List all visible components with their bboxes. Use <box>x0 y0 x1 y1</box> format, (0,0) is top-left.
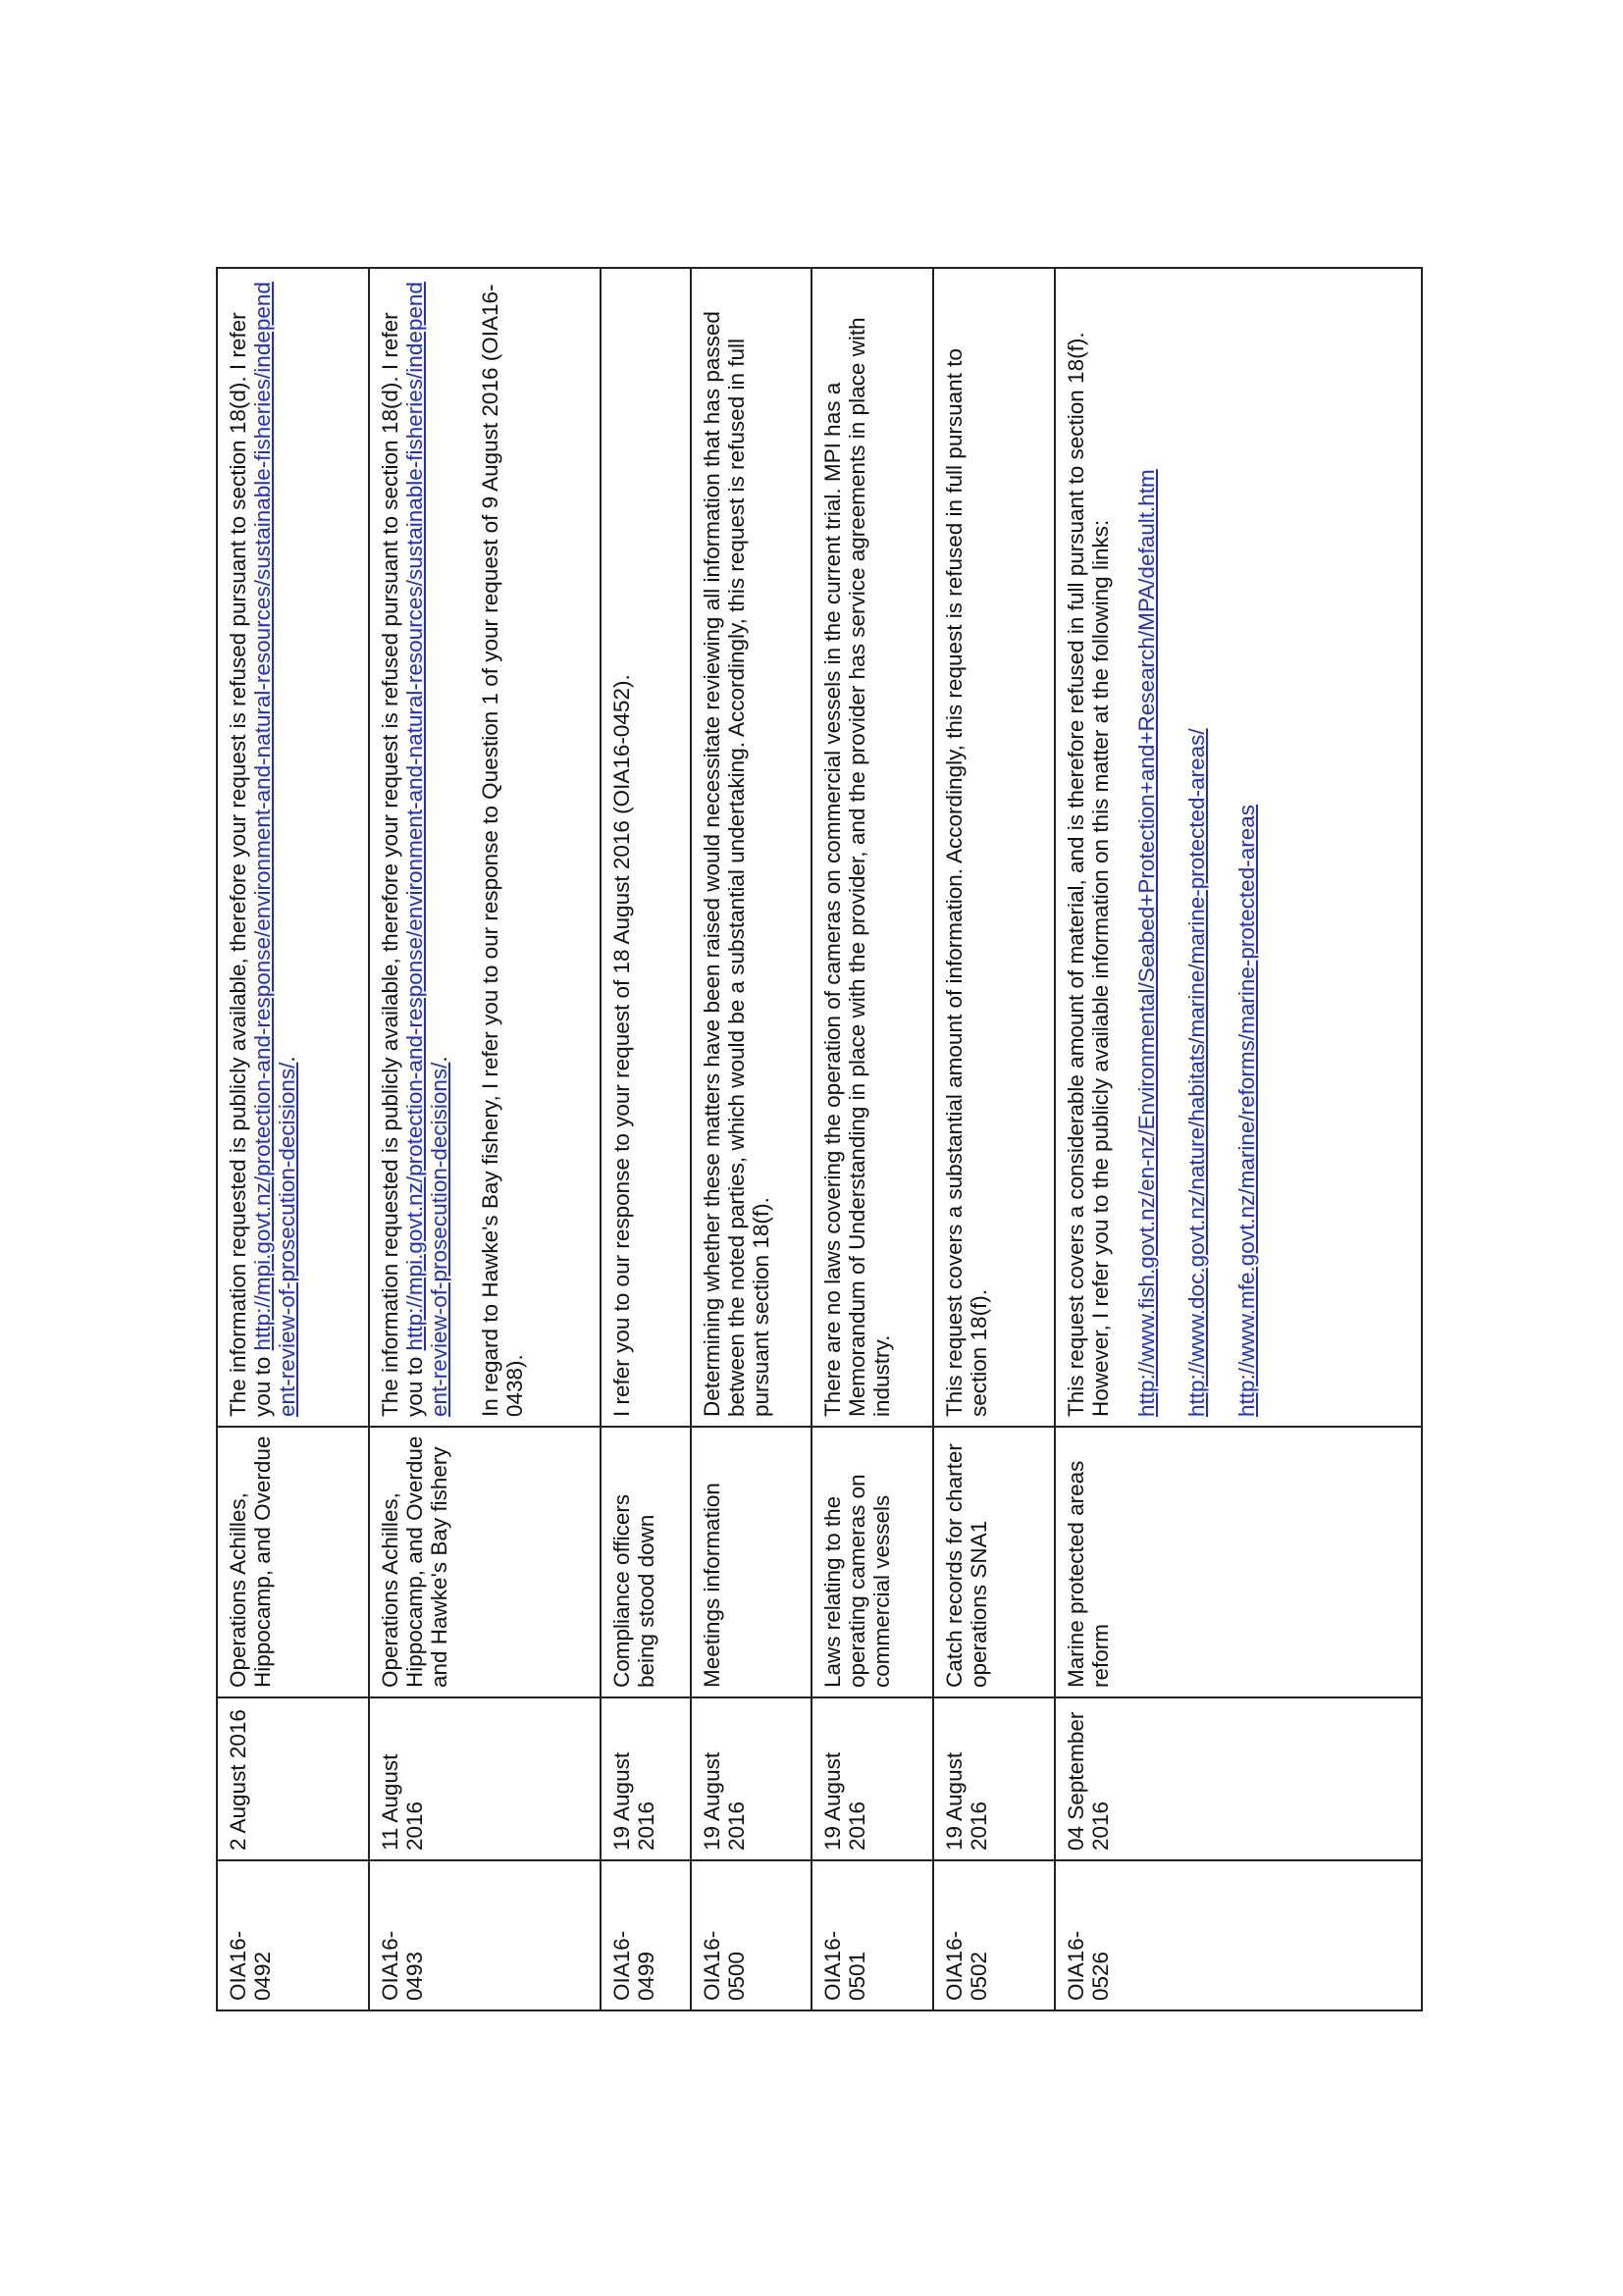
ref-text: OIA16- 0501 <box>820 1930 869 2001</box>
response-paragraph-2: In regard to Hawke's Bay fishery, I refer you to our response to Question 1 of your request of 9 August 2016 (OIA16-0438). <box>478 284 527 1417</box>
ref-text: OIA16- 0492 <box>226 1930 275 2001</box>
date-cell <box>601 1697 691 1860</box>
date-text: 19 August 2016 <box>942 1751 991 1851</box>
subject-cell <box>812 1427 933 1697</box>
subject-cell <box>217 1427 369 1697</box>
response-text: Determining whether these matters have been raised would necessitate reviewing all information that has passed between the noted parties, which would be a substantial undertaking. Accordingly, this request is refused in full pursuant section 18(f). <box>700 311 773 1417</box>
date-cell <box>691 1697 812 1860</box>
response-cell <box>369 268 601 1427</box>
response-text: The information requested is publicly available, therefore your request is refused pursuant to section 18(d). I refer you to <box>226 312 275 1417</box>
table-row <box>601 268 691 2010</box>
date-text: 11 August 2016 <box>378 1753 427 1851</box>
subject-cell <box>933 1427 1055 1697</box>
rotated-content <box>216 269 1421 2011</box>
ref-text: OIA16- 0493 <box>378 1930 427 2001</box>
date-cell <box>1055 1697 1422 1860</box>
subject-text: Operations Achilles, Hippocamp, and Overdue <box>226 1435 275 1688</box>
response-text: The information requested is publicly available, therefore your request is refused pursuant to section 18(d). I refer you to <box>378 312 427 1417</box>
ref-text: OIA16- 0500 <box>700 1930 749 2001</box>
ref-cell <box>691 1860 812 2010</box>
subject-text: Operations Achilles, Hippocamp, and Overdue and Hawke's Bay fishery <box>378 1435 451 1688</box>
ref-text: OIA16- 0526 <box>1064 1930 1113 2001</box>
response-cell <box>217 268 369 1427</box>
date-text: 19 August 2016 <box>609 1751 658 1851</box>
date-text: 04 September 2016 <box>1064 1711 1113 1851</box>
date-cell <box>933 1697 1055 1860</box>
response-punct: . <box>275 1056 299 1063</box>
table-row <box>1055 268 1422 2010</box>
ref-cell <box>369 1860 601 2010</box>
response-text: I refer you to our response to your request of 18 August 2016 (OIA16-0452). <box>609 674 634 1417</box>
response-punct: . <box>427 1056 451 1063</box>
subject-text: Meetings information <box>700 1483 724 1688</box>
table-row <box>812 268 933 2010</box>
ref-text: OIA16- 0502 <box>942 1930 991 2001</box>
subject-cell <box>1055 1427 1422 1697</box>
table-row <box>217 268 369 2010</box>
response-link[interactable]: http://mpi.govt.nz/protection-and-response/environment-and-natural-resources/sustainable-fisheries/independent-review-of-prosecution-decisions/ <box>402 282 451 1417</box>
table-row <box>369 268 601 2010</box>
response-cell <box>933 268 1055 1427</box>
date-cell <box>369 1697 601 1860</box>
oia-requests-table <box>216 267 1423 2011</box>
response-text: There are no laws covering the operation of cameras on commercial vessels in the current trial. MPI has a Memorandum of Understanding in place with the provider, and the provider has service agreements in place with industry. <box>820 317 894 1417</box>
subject-text: Marine protected areas reform <box>1064 1460 1113 1688</box>
subject-cell <box>691 1427 812 1697</box>
table-row <box>933 268 1055 2010</box>
subject-cell <box>369 1427 601 1697</box>
ref-cell <box>1055 1860 1422 2010</box>
subject-cell <box>601 1427 691 1697</box>
date-cell <box>812 1697 933 1860</box>
subject-text: Laws relating to the operating cameras on commercial vessels <box>820 1474 894 1688</box>
response-paragraph <box>226 277 299 1417</box>
response-link[interactable]: http://mpi.govt.nz/protection-and-response/environment-and-natural-resources/sustainable-fisheries/independent-review-of-prosecution-decisions/ <box>250 282 299 1417</box>
ref-cell <box>812 1860 933 2010</box>
response-link[interactable]: http://www.mfe.govt.nz/marine/reforms/marine-protected-areas <box>1234 805 1259 1417</box>
subject-text: Compliance officers being stood down <box>609 1493 658 1688</box>
date-cell <box>217 1697 369 1860</box>
response-text: This request covers a substantial amount of information. Accordingly, this request is refused in full pursuant to section 18(f). <box>942 348 991 1417</box>
response-cell <box>691 268 812 1427</box>
ref-text: OIA16- 0499 <box>609 1930 658 2001</box>
response-cell <box>812 268 933 1427</box>
date-text: 19 August 2016 <box>820 1751 869 1851</box>
response-cell <box>1055 268 1422 1427</box>
rotated-page <box>216 269 1421 2011</box>
response-link[interactable]: http://www.fish.govt.nz/en-nz/Environmental/Seabed+Protection+and+Research/MPA/default.htm <box>1134 469 1159 1417</box>
date-text: 2 August 2016 <box>226 1709 250 1851</box>
table-row <box>691 268 812 2010</box>
ref-cell <box>933 1860 1055 2010</box>
ref-cell <box>601 1860 691 2010</box>
response-cell <box>601 268 691 1427</box>
response-link[interactable]: http://www.doc.govt.nz/nature/habitats/marine/marine-protected-areas/ <box>1184 728 1209 1417</box>
response-paragraph: This request covers a considerable amount of material, and is therefore refused in full pursuant to section 18(f). However, I refer you to the publicly available information on this matter at the following links: <box>1064 332 1113 1417</box>
response-paragraph <box>378 277 451 1417</box>
ref-cell <box>217 1860 369 2010</box>
subject-text: Catch records for charter operations SNA1 <box>942 1443 991 1688</box>
date-text: 19 August 2016 <box>700 1751 749 1851</box>
